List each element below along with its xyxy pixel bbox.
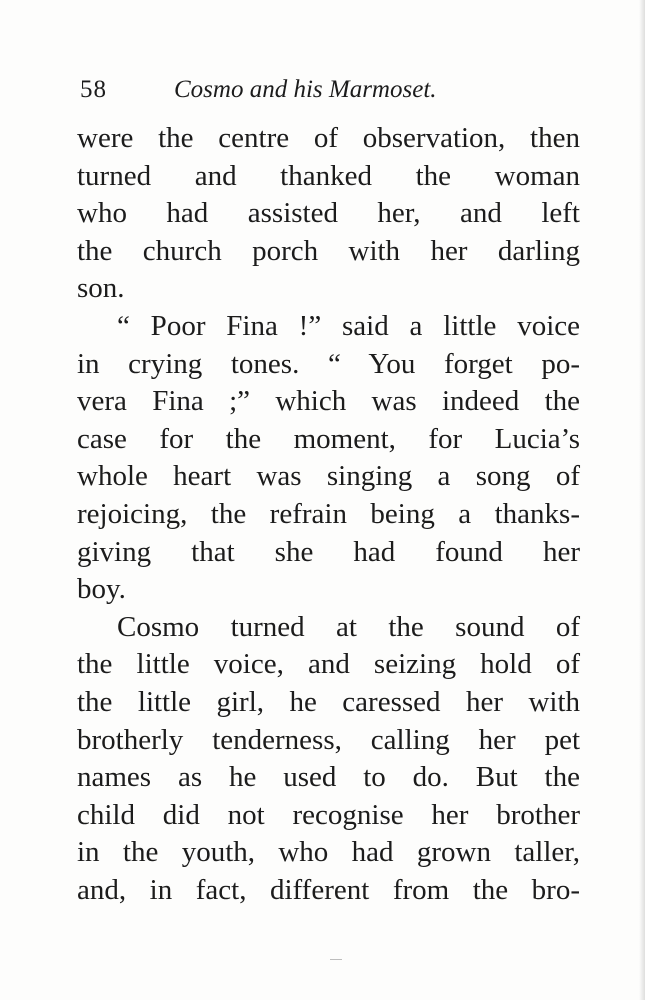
print-mark — [330, 959, 342, 960]
text-line: boy. — [77, 573, 126, 606]
body-text — [77, 120, 580, 909]
text-line: vera Fina ;” which was indeed the — [77, 385, 580, 418]
text-line: the little girl, he caressed her with — [77, 685, 580, 718]
page-edge-shadow — [639, 0, 645, 1000]
text-line: who had assisted her, and left — [77, 197, 580, 230]
text-line: Cosmo turned at the sound of — [117, 610, 580, 643]
text-line: “ Poor Fina !” said a little voice — [117, 309, 580, 342]
text-line: whole heart was singing a song of — [77, 460, 580, 493]
text-line: in crying tones. “ You forget po- — [77, 347, 580, 380]
text-line: son. — [77, 272, 125, 305]
text-line: brotherly tenderness, calling her pet — [77, 723, 580, 756]
text-line: case for the moment, for Lucia’s — [77, 422, 580, 455]
text-line: names as he used to do. But the — [77, 761, 580, 794]
text-line: turned and thanked the woman — [77, 159, 580, 192]
text-line: rejoicing, the refrain being a thanks- — [77, 497, 580, 530]
text-line: the church porch with her darling — [77, 234, 580, 267]
running-title: Cosmo and his Marmoset. — [174, 76, 437, 103]
page-header — [80, 70, 500, 110]
text-line: the little voice, and seizing hold of — [77, 648, 580, 681]
page-number: 58 — [80, 76, 107, 103]
text-line: in the youth, who had grown taller, — [77, 836, 580, 869]
text-line: child did not recognise her brother — [77, 798, 580, 831]
text-line: were the centre of observation, then — [77, 122, 580, 154]
text-line: and, in fact, different from the bro- — [77, 873, 580, 906]
text-line: giving that she had found her — [77, 535, 580, 568]
